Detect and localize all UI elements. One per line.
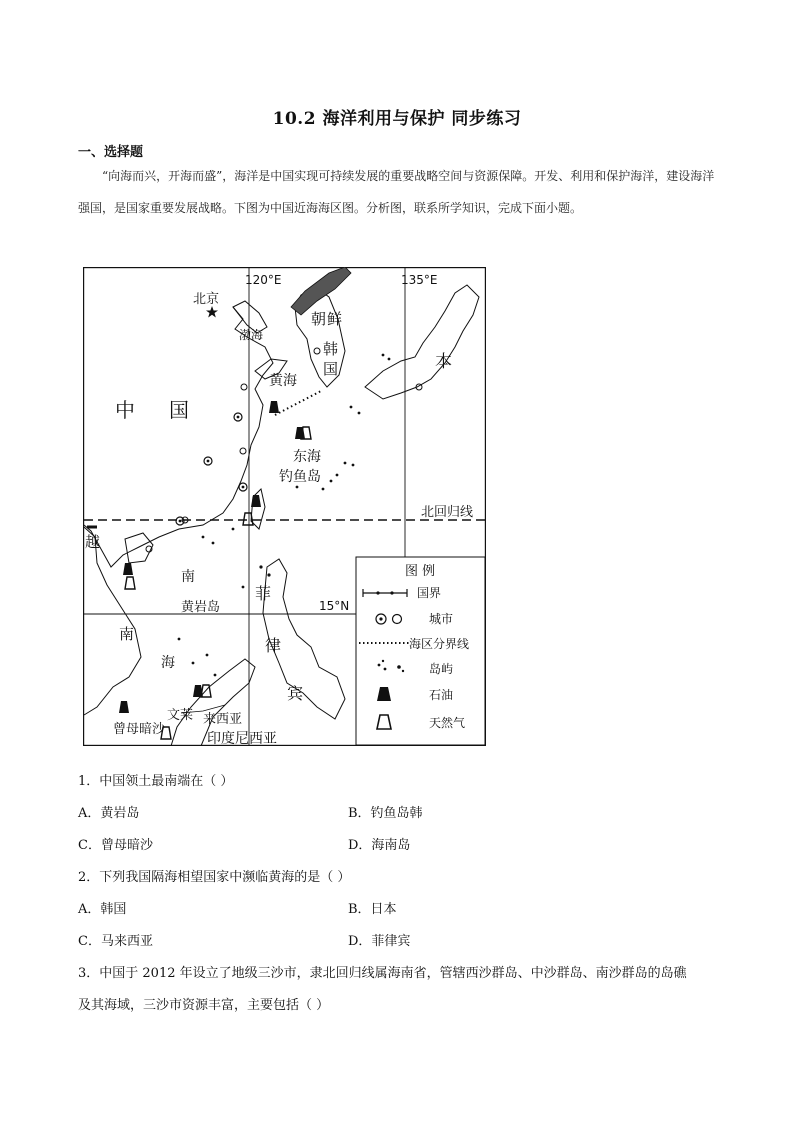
legend-oil: 石油 [429,688,454,702]
question-2-option-b: B．日本 [348,902,397,917]
hanguo-label-1: 韩 [323,340,339,358]
feilvbin-label-2: 律 [265,636,282,655]
lat-15-label: 15°N [319,599,350,613]
intro-paragraph: “向海而兴，开海而盛”，海洋是中国实现可持续发展的重要战略空间与资源保障。开发、利用和保护海洋，建设海洋强国，是国家重要发展战略。下图为中国近海海区图。分析图，联系所学知识，完成下面小题。 [78,169,715,215]
hai-sea-label: 海 [161,655,175,671]
question-3-stem-line-1: 3．中国于 2012 年设立了地级三沙市，隶北回归线属海南省，管辖西沙群岛、中沙群岛、南沙群岛的岛礁 [78,966,687,981]
yue-label: 越 [85,533,101,551]
hanguo-label-2: 国 [323,360,339,378]
feilvbin-label-3: 宾 [287,684,304,703]
nan-sea-label: 南 [181,569,195,585]
zengmu-label: 曾母暗沙 [113,722,166,737]
feilvbin-label-1: 菲 [255,584,272,603]
huangyandao-label: 黄岩岛 [181,600,221,615]
question-1-option-b: B．钓鱼岛韩 [348,806,423,821]
lon-120-label: 120°E [245,273,282,287]
legend-gas: 天然气 [429,716,466,730]
legend-title: 图 例 [405,564,436,579]
diaoyudao-label: 钓鱼岛 [279,469,321,485]
question-3-stem-line-2: 及其海域，三沙市资源丰富，主要包括（ ） [78,998,330,1013]
malai-label: 来西亚 [203,712,243,727]
question-1-option-d: D．海南岛 [348,838,411,853]
nan-viet-label: 南 [119,625,135,643]
map-legend [356,557,485,745]
legend-border: 国界 [417,586,442,600]
question-1-stem: 1．中国领土最南端在（ ） [78,774,234,789]
question-1-option-a: A．黄岩岛 [78,806,140,821]
chaoxian-label-1: 朝 [311,310,327,328]
question-2-option-c: C．马来西亚 [78,934,153,949]
legend-island: 岛屿 [429,662,454,676]
lon-135-label: 135°E [401,273,438,287]
riben-label: 本 [435,352,452,372]
chaoxian-label-2: 鲜 [327,310,343,328]
legend-city: 城市 [429,612,454,626]
zhongguo-label-2: 国 [169,398,189,422]
question-2-option-a: A．韩国 [78,902,127,917]
question-2-option-d: D．菲律宾 [348,934,411,949]
wenlai-label: 文莱 [167,708,194,723]
question-2-stem: 2．下列我国隔海相望国家中濒临黄海的是（ ） [78,870,351,885]
china-sea-map [83,267,486,746]
huanghai-label: 黄海 [269,373,297,389]
donghai-label: 东海 [293,449,321,465]
tropic-label: 北回归线 [421,505,474,520]
page-title: 10.2 海洋利用与保护 同步练习 [272,109,522,129]
yinni-label: 印度尼西亚 [207,731,277,746]
zhongguo-label-1: 中 [115,398,135,422]
beijing-label: 北京 [193,292,220,307]
legend-sea-boundary: 海区分界线 [409,637,470,651]
bohai-label: 渤海 [239,328,264,342]
question-1-option-c: C．曾母暗沙 [78,838,153,853]
section-heading: 一、选择题 [78,145,144,160]
